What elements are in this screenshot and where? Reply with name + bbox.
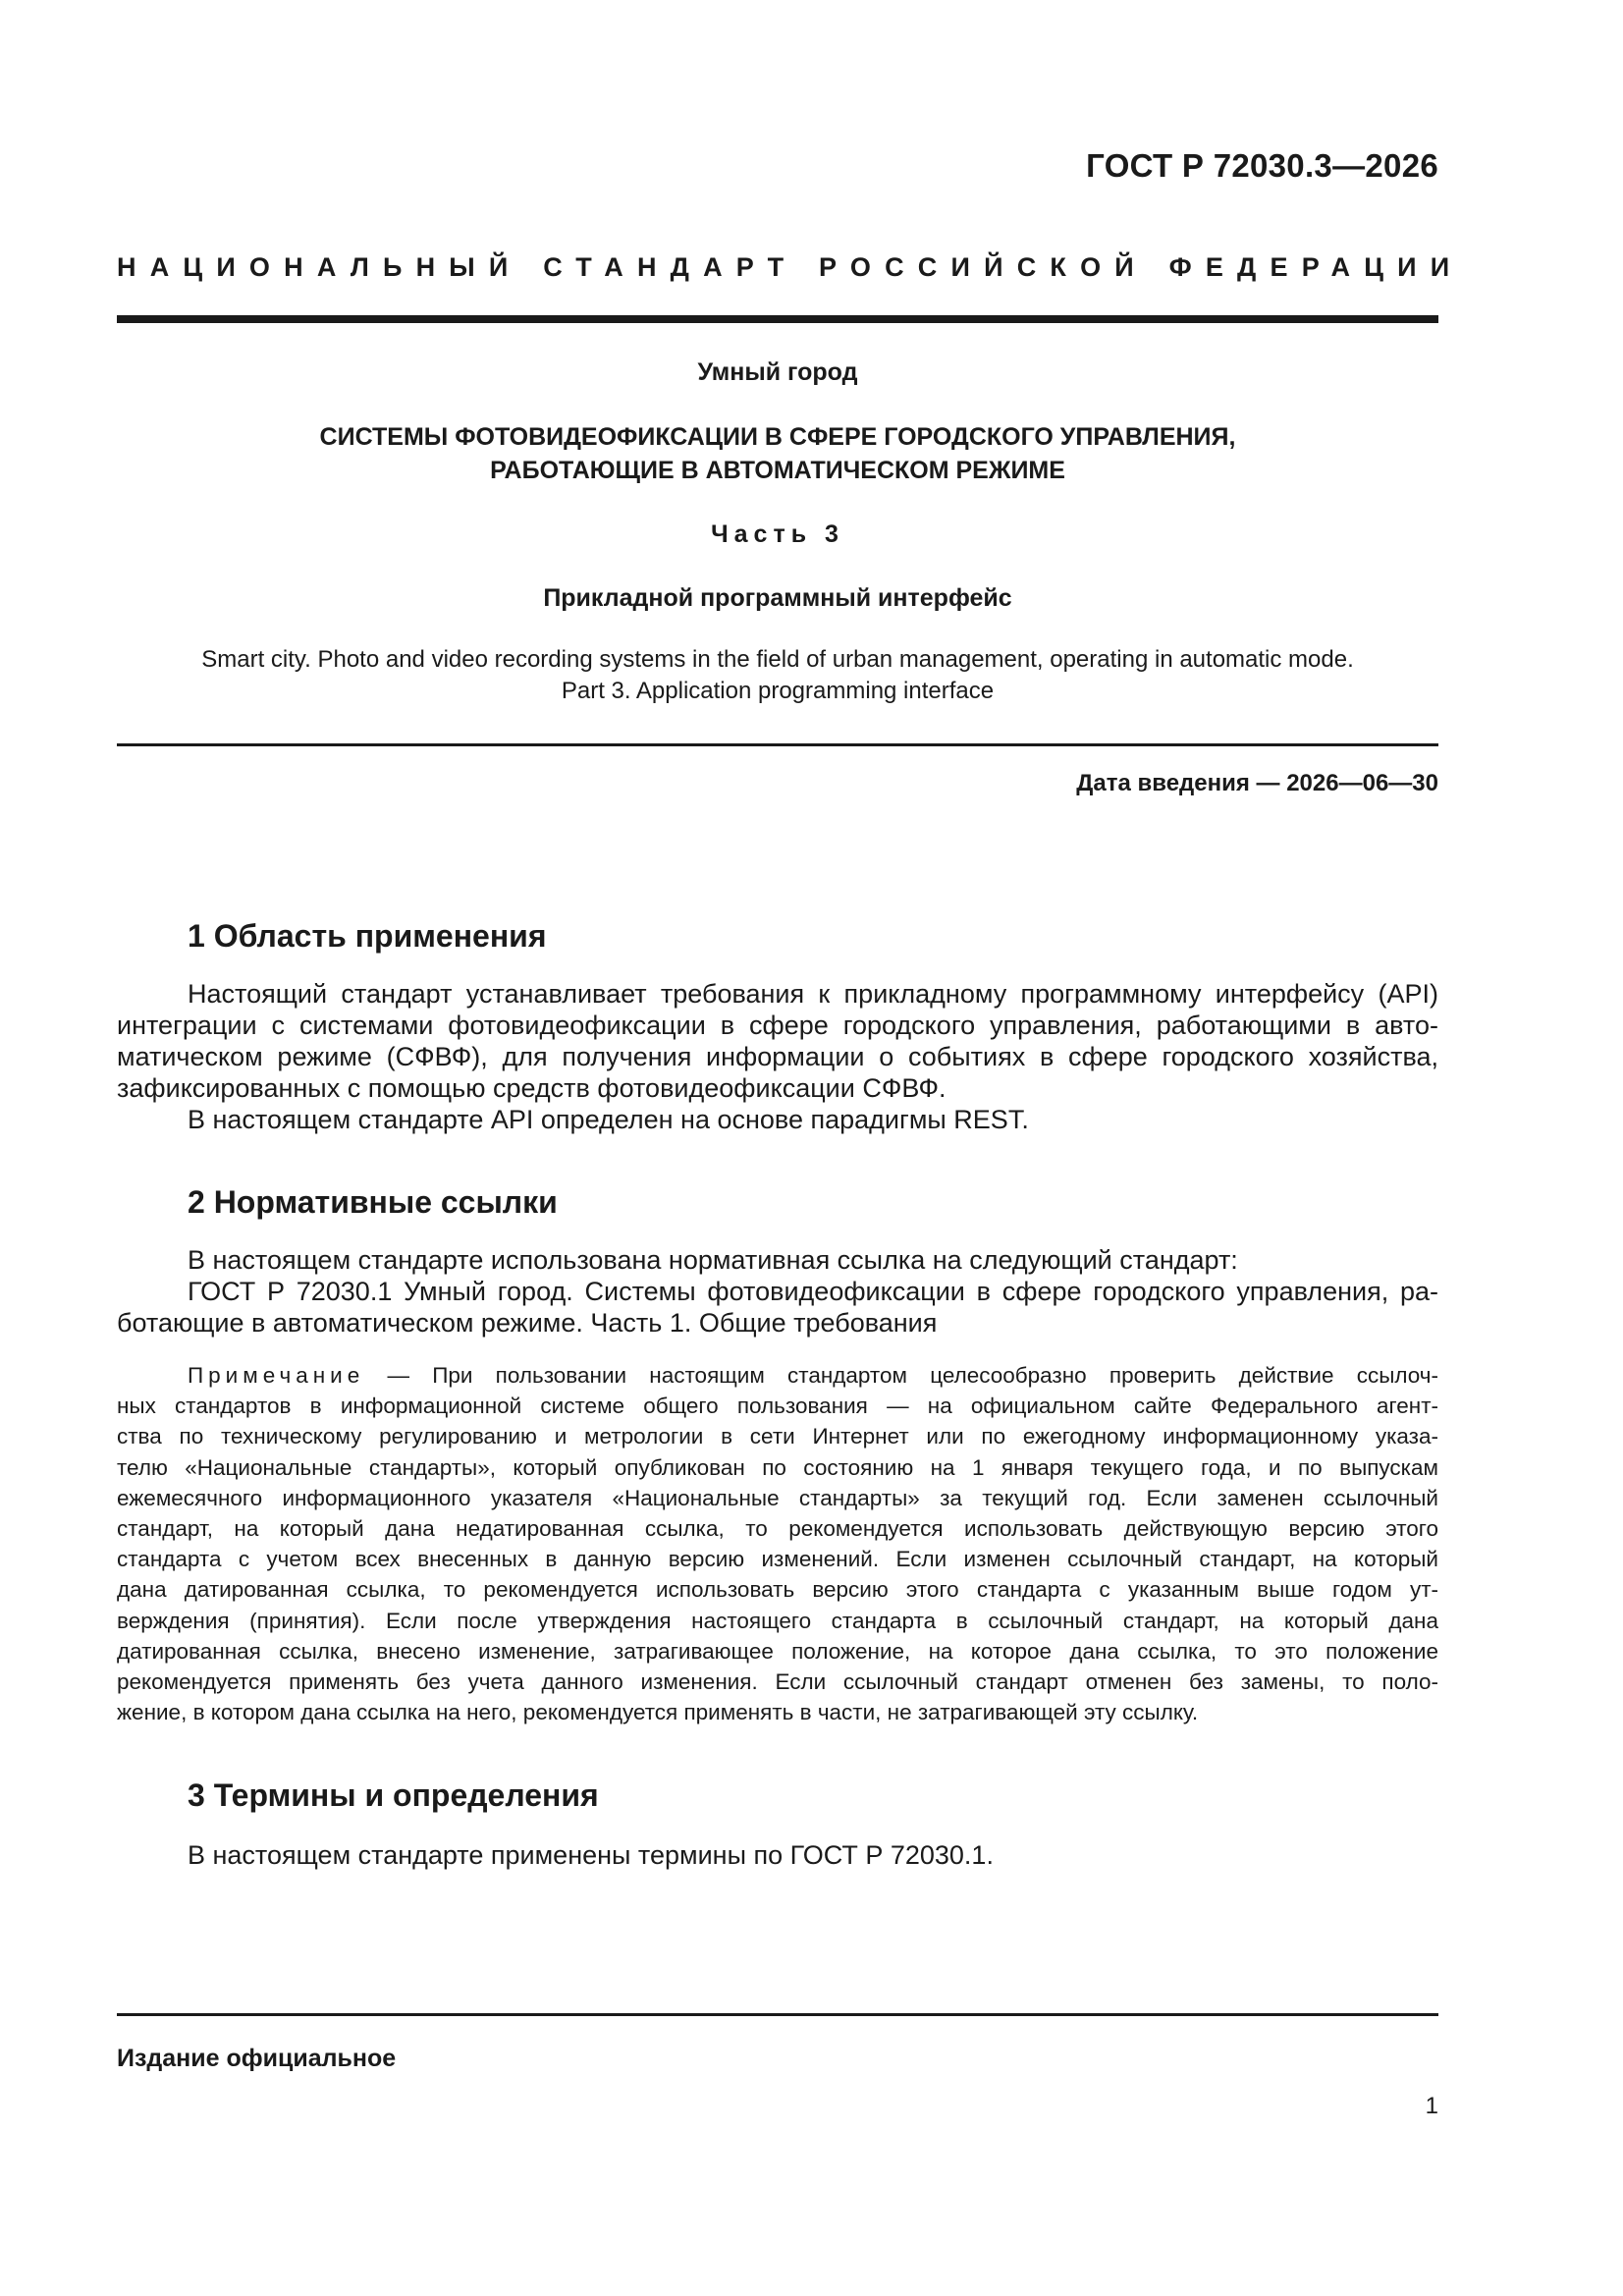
document-number: ГОСТ Р 72030.3—2026 (1086, 147, 1438, 184)
english-title-line: Smart city. Photo and video recording systems in the field of urban management, operating in automatic mode. (201, 646, 1354, 673)
note-text: — При пользовании настоящим стандартом целесообразно проверить действие ссылоч- (364, 1363, 1438, 1388)
note-line: жение, в котором дана ссылка на него, рекомендуется применять в части, не затрагивающей эту ссылку. (117, 1700, 1199, 1725)
section-2-paragraph (117, 1244, 1438, 1339)
note-line: верждения (принятия). Если после утверждения настоящего стандарта в ссылочный стандарт, на который дана (117, 1608, 1438, 1633)
standard-title-line: СИСТЕМЫ ФОТОВИДЕОФИКСАЦИИ В СФЕРЕ ГОРОДСКОГО УПРАВЛЕНИЯ, (319, 423, 1236, 451)
section-3-heading: 3 Термины и определения (188, 1777, 599, 1813)
note-line: датированная ссылка, внесено изменение, затрагивающее положение, на которое дана ссылка, то это положение (117, 1638, 1438, 1664)
paragraph-line: зафиксированных с помощью средств фотовидеофиксации СФВФ. (117, 1073, 947, 1103)
english-title (117, 644, 1438, 707)
note-label: Примечание (188, 1363, 365, 1388)
title-divider (117, 743, 1438, 746)
note-line: ства по техническому регулированию и метрологии в сети Интернет или по ежегодному информационному указа- (117, 1424, 1438, 1449)
standard-title (117, 420, 1438, 487)
page-number: 1 (1425, 2093, 1438, 2119)
part-number: Часть 3 (711, 520, 844, 548)
subject-title: Умный город (697, 358, 858, 386)
official-edition-label: Издание официальное (117, 2045, 397, 2072)
note-line: ежемесячного информационного указателя «Национальные стандарты» за текущий год. Если заменен ссылочный (117, 1485, 1438, 1510)
section-2-heading: 2 Нормативные ссылки (188, 1184, 558, 1220)
note-line: дана датированная ссылка, то рекомендуется использовать версию этого стандарта с указанным выше годом ут- (117, 1577, 1438, 1603)
section-3-paragraph (117, 1839, 1438, 1871)
reference-line: ботающие в автоматическом режиме. Часть 1. Общие требования (117, 1308, 938, 1338)
introduction-date: Дата введения — 2026—06—30 (1076, 770, 1438, 796)
english-title-line: Part 3. Application programming interface (561, 678, 995, 704)
paragraph-line: В настоящем стандарте API определен на основе парадигмы REST. (188, 1105, 1029, 1134)
section-1-paragraph (117, 978, 1438, 1135)
note-line: телю «Национальные стандарты», который опубликован по состоянию на 1 января текущего года, и по выпускам (117, 1454, 1438, 1480)
reference-line: ГОСТ Р 72030.1 Умный город. Системы фотовидеофиксации в сфере городского управления, ра- (188, 1277, 1438, 1306)
note-line: рекомендуется применять без учета данного изменения. Если ссылочный стандарт отменен без замены, то поло- (117, 1669, 1438, 1695)
note-line: стандарт, на который дана недатированная ссылка, то рекомендуется использовать действующую версию этого (117, 1516, 1438, 1542)
paragraph-line: В настоящем стандарте использована нормативная ссылка на следующий стандарт: (188, 1245, 1238, 1275)
paragraph-line: Настоящий стандарт устанавливает требования к прикладному программному интерфейсу (API) (188, 979, 1438, 1009)
note-line (117, 1360, 1438, 1391)
section-2-note (117, 1360, 1438, 1727)
part-title: Прикладной программный интерфейс (543, 584, 1012, 612)
paragraph-line: В настоящем стандарте применены термины по ГОСТ Р 72030.1. (188, 1840, 994, 1870)
paragraph-line: матическом режиме (СФВФ), для получения информации о событиях в сфере городского хозяйства, (117, 1042, 1438, 1071)
standard-title-line: РАБОТАЮЩИЕ В АВТОМАТИЧЕСКОМ РЕЖИМЕ (490, 457, 1065, 484)
section-1-heading: 1 Область применения (188, 918, 547, 954)
header-divider (117, 315, 1438, 323)
note-line: ных стандартов в информационной системе общего пользования — на официальном сайте Федерального агент- (117, 1394, 1438, 1419)
document-page (117, 0, 1464, 2296)
note-line: стандарта с учетом всех внесенных в данную версию изменений. Если изменен ссылочный стандарт, на который (117, 1547, 1438, 1572)
footer-divider (117, 2013, 1438, 2016)
national-standard-banner: НАЦИОНАЛЬНЫЙ СТАНДАРТ РОССИЙСКОЙ ФЕДЕРАЦИИ (117, 252, 1464, 282)
paragraph-line: интеграции с системами фотовидеофиксации в сфере городского управления, работающими в авто- (117, 1011, 1438, 1040)
